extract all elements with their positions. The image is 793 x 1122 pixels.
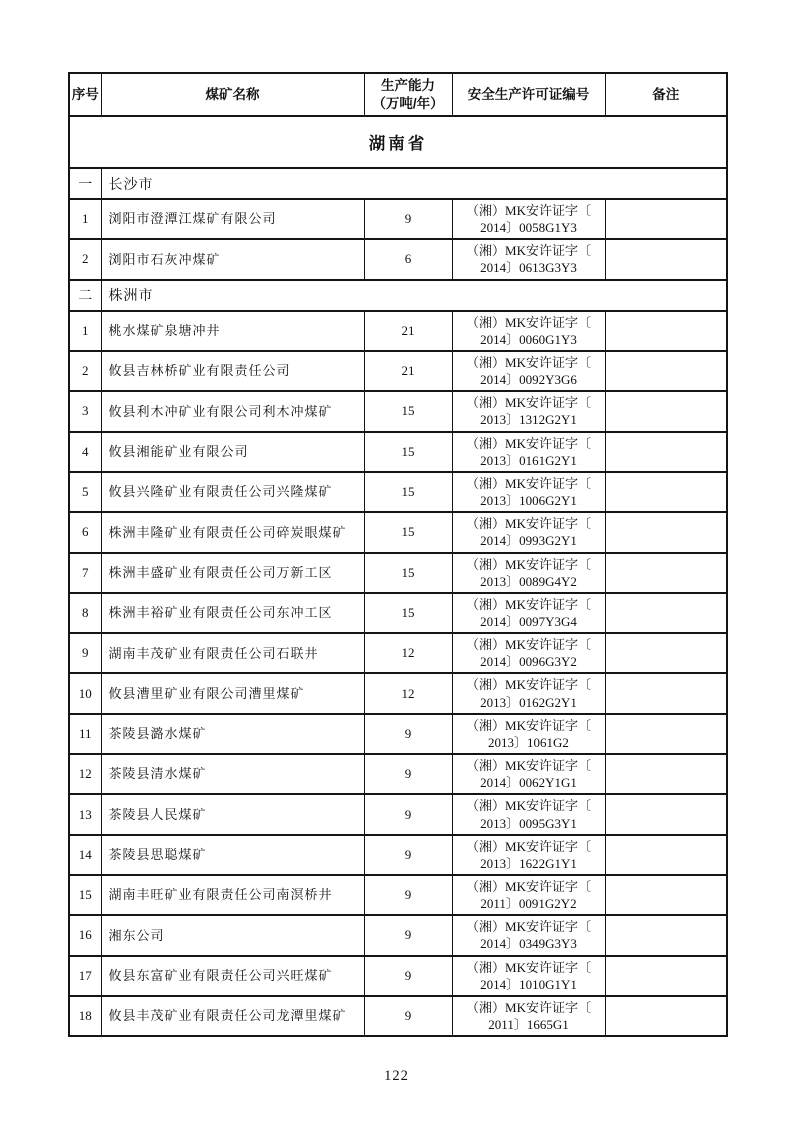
capacity-cell: 9 (364, 956, 452, 996)
capacity-cell: 9 (364, 915, 452, 955)
row-index-cell: 10 (69, 673, 101, 713)
license-cell (452, 199, 605, 239)
license-cell (452, 633, 605, 673)
license-cell (452, 794, 605, 834)
mine-name-cell: 攸县漕里矿业有限公司漕里煤矿 (101, 673, 364, 713)
coal-mine-license-table (68, 72, 728, 1037)
row-index-cell: 4 (69, 432, 101, 472)
row-index-cell: 17 (69, 956, 101, 996)
license-line1: （湘）MK安许证字〔 (466, 677, 591, 693)
license-line1: （湘）MK安许证字〔 (466, 556, 591, 572)
mine-name-cell: 茶陵县潞水煤矿 (101, 714, 364, 754)
mine-name-cell: 攸县东富矿业有限责任公司兴旺煤矿 (101, 956, 364, 996)
mine-name-cell: 浏阳市澄潭江煤矿有限公司 (101, 199, 364, 239)
remark-cell (605, 512, 727, 552)
table-row (69, 432, 727, 472)
remark-cell (605, 432, 727, 472)
license-cell (452, 351, 605, 391)
remark-cell (605, 714, 727, 754)
row-index-cell: 11 (69, 714, 101, 754)
header-capacity-line2: （万吨/年） (372, 95, 444, 111)
license-line2: 2014〕0349G3Y3 (480, 936, 577, 952)
table-row (69, 794, 727, 834)
table-row (69, 714, 727, 754)
capacity-cell: 12 (364, 673, 452, 713)
table-row (69, 553, 727, 593)
mine-name-cell: 湖南丰茂矿业有限责任公司石联井 (101, 633, 364, 673)
row-index-cell: 7 (69, 553, 101, 593)
license-cell (452, 673, 605, 713)
mine-name-cell: 茶陵县清水煤矿 (101, 754, 364, 794)
license-line1: （湘）MK安许证字〔 (466, 203, 591, 218)
table-header-row (69, 73, 727, 116)
header-license: 安全生产许可证编号 (452, 73, 605, 116)
license-line2: 2014〕0058G1Y3 (480, 220, 577, 236)
mine-name-cell: 攸县兴隆矿业有限责任公司兴隆煤矿 (101, 472, 364, 512)
table-row (69, 311, 727, 351)
license-cell (452, 432, 605, 472)
capacity-cell: 15 (364, 472, 452, 512)
header-mine-name: 煤矿名称 (101, 73, 364, 116)
license-line1: （湘）MK安许证字〔 (466, 838, 591, 854)
license-line2: 2013〕0089G4Y2 (480, 573, 577, 589)
section-city-name: 长沙市 (101, 168, 727, 199)
remark-cell (605, 311, 727, 351)
license-line2: 2013〕1061G2 (488, 734, 569, 750)
license-line2: 2013〕1312G2Y1 (480, 412, 577, 428)
license-line1: （湘）MK安许证字〔 (466, 354, 591, 370)
capacity-cell: 9 (364, 875, 452, 915)
capacity-cell: 15 (364, 432, 452, 472)
license-line1: （湘）MK安许证字〔 (466, 637, 591, 653)
table-row (69, 956, 727, 996)
license-cell (452, 956, 605, 996)
license-line2: 2014〕0993G2Y1 (480, 533, 577, 549)
license-line1: （湘）MK安许证字〔 (466, 717, 591, 733)
mine-name-cell: 浏阳市石灰冲煤矿 (101, 239, 364, 279)
license-line2: 2013〕1006G2Y1 (480, 493, 577, 509)
section-index: 二 (69, 280, 101, 311)
remark-cell (605, 593, 727, 633)
capacity-cell: 9 (364, 835, 452, 875)
mine-name-cell: 茶陵县人民煤矿 (101, 794, 364, 834)
capacity-cell: 15 (364, 512, 452, 552)
remark-cell (605, 633, 727, 673)
capacity-cell: 15 (364, 553, 452, 593)
table-row (69, 754, 727, 794)
license-line1: （湘）MK安许证字〔 (466, 919, 591, 935)
section-city-name: 株洲市 (101, 280, 727, 311)
license-cell (452, 996, 605, 1036)
table-row (69, 875, 727, 915)
row-index-cell: 14 (69, 835, 101, 875)
table-row (69, 199, 727, 239)
license-line2: 2014〕0062Y1G1 (480, 775, 577, 791)
license-line1: （湘）MK安许证字〔 (466, 758, 591, 774)
row-index-cell: 9 (69, 633, 101, 673)
license-line2: 2014〕1010G1Y1 (480, 976, 577, 992)
license-line1: （湘）MK安许证字〔 (466, 435, 591, 451)
remark-cell (605, 239, 727, 279)
table-row (69, 996, 727, 1036)
table-row (69, 391, 727, 431)
remark-cell (605, 391, 727, 431)
table-row (69, 915, 727, 955)
row-index-cell: 16 (69, 915, 101, 955)
remark-cell (605, 915, 727, 955)
capacity-cell: 15 (364, 391, 452, 431)
license-line2: 2014〕0613G3Y3 (480, 260, 577, 276)
license-cell (452, 472, 605, 512)
page-number: 122 (384, 1068, 409, 1084)
license-line2: 2014〕0097Y3G4 (480, 613, 577, 629)
header-index: 序号 (69, 73, 101, 116)
mine-name-cell: 攸县吉林桥矿业有限责任公司 (101, 351, 364, 391)
capacity-cell: 21 (364, 351, 452, 391)
license-line2: 2014〕0096G3Y2 (480, 654, 577, 670)
row-index-cell: 5 (69, 472, 101, 512)
license-cell (452, 714, 605, 754)
license-line1: （湘）MK安许证字〔 (466, 395, 591, 411)
license-cell (452, 593, 605, 633)
province-row (69, 116, 727, 168)
remark-cell (605, 996, 727, 1036)
mine-name-cell: 株洲丰盛矿业有限责任公司万新工区 (101, 553, 364, 593)
table-row (69, 633, 727, 673)
license-line2: 2013〕0161G2Y1 (480, 452, 577, 468)
license-line2: 2013〕0162G2Y1 (480, 694, 577, 710)
license-line1: （湘）MK安许证字〔 (466, 959, 591, 975)
remark-cell (605, 835, 727, 875)
remark-cell (605, 472, 727, 512)
license-line2: 2011〕1665G1 (488, 1017, 569, 1033)
section-header-row (69, 280, 727, 311)
license-line2: 2014〕0092Y3G6 (480, 372, 577, 388)
remark-cell (605, 956, 727, 996)
row-index-cell: 1 (69, 199, 101, 239)
license-line1: （湘）MK安许证字〔 (466, 798, 591, 814)
header-capacity-line1: 生产能力 (381, 77, 435, 93)
row-index-cell: 15 (69, 875, 101, 915)
section-index: 一 (69, 168, 101, 199)
license-line1: （湘）MK安许证字〔 (466, 314, 591, 330)
table-row (69, 472, 727, 512)
row-index-cell: 18 (69, 996, 101, 1036)
mine-name-cell: 湘东公司 (101, 915, 364, 955)
table-row (69, 593, 727, 633)
row-index-cell: 2 (69, 351, 101, 391)
mine-name-cell: 湖南丰旺矿业有限责任公司南溟桥井 (101, 875, 364, 915)
table-row (69, 239, 727, 279)
remark-cell (605, 754, 727, 794)
row-index-cell: 8 (69, 593, 101, 633)
capacity-cell: 21 (364, 311, 452, 351)
license-line1: （湘）MK安许证字〔 (466, 879, 591, 894)
row-index-cell: 2 (69, 239, 101, 279)
row-index-cell: 6 (69, 512, 101, 552)
license-cell (452, 553, 605, 593)
license-cell (452, 239, 605, 279)
remark-cell (605, 553, 727, 593)
remark-cell (605, 351, 727, 391)
license-line1: （湘）MK安许证字〔 (466, 475, 591, 491)
license-cell (452, 311, 605, 351)
province-name: 湖南省 (69, 116, 727, 168)
capacity-cell: 9 (364, 199, 452, 239)
license-line1: （湘）MK安许证字〔 (466, 596, 591, 612)
license-line2: 2013〕1622G1Y1 (480, 855, 577, 871)
capacity-cell: 12 (364, 633, 452, 673)
capacity-cell: 9 (364, 996, 452, 1036)
license-cell (452, 835, 605, 875)
remark-cell (605, 794, 727, 834)
remark-cell (605, 199, 727, 239)
header-capacity (364, 73, 452, 116)
license-line1: （湘）MK安许证字〔 (466, 243, 591, 259)
license-cell (452, 915, 605, 955)
license-cell (452, 391, 605, 431)
row-index-cell: 12 (69, 754, 101, 794)
remark-cell (605, 673, 727, 713)
capacity-cell: 6 (364, 239, 452, 279)
capacity-cell: 9 (364, 714, 452, 754)
row-index-cell: 1 (69, 311, 101, 351)
capacity-cell: 9 (364, 794, 452, 834)
table-row (69, 673, 727, 713)
table-row (69, 835, 727, 875)
license-cell (452, 754, 605, 794)
license-line2: 2014〕0060G1Y3 (480, 331, 577, 347)
table-row (69, 351, 727, 391)
section-header-row (69, 168, 727, 199)
mine-name-cell: 攸县湘能矿业有限公司 (101, 432, 364, 472)
mine-name-cell: 攸县利木冲矿业有限公司利木冲煤矿 (101, 391, 364, 431)
capacity-cell: 15 (364, 593, 452, 633)
license-line1: （湘）MK安许证字〔 (466, 516, 591, 532)
table-body (69, 116, 727, 1036)
mine-name-cell: 攸县丰茂矿业有限责任公司龙潭里煤矿 (101, 996, 364, 1036)
capacity-cell: 9 (364, 754, 452, 794)
header-remark: 备注 (605, 73, 727, 116)
license-cell (452, 512, 605, 552)
license-line2: 2013〕0095G3Y1 (480, 815, 577, 831)
mine-name-cell: 桃水煤矿泉塘冲井 (101, 311, 364, 351)
row-index-cell: 3 (69, 391, 101, 431)
mine-name-cell: 茶陵县思聪煤矿 (101, 835, 364, 875)
mine-name-cell: 株洲丰隆矿业有限责任公司碎炭眼煤矿 (101, 512, 364, 552)
license-line2: 2011〕0091G2Y2 (480, 896, 577, 912)
row-index-cell: 13 (69, 794, 101, 834)
mine-name-cell: 株洲丰裕矿业有限责任公司东冲工区 (101, 593, 364, 633)
license-line1: （湘）MK安许证字〔 (466, 999, 591, 1015)
remark-cell (605, 875, 727, 915)
table-row (69, 512, 727, 552)
license-cell (452, 875, 605, 915)
